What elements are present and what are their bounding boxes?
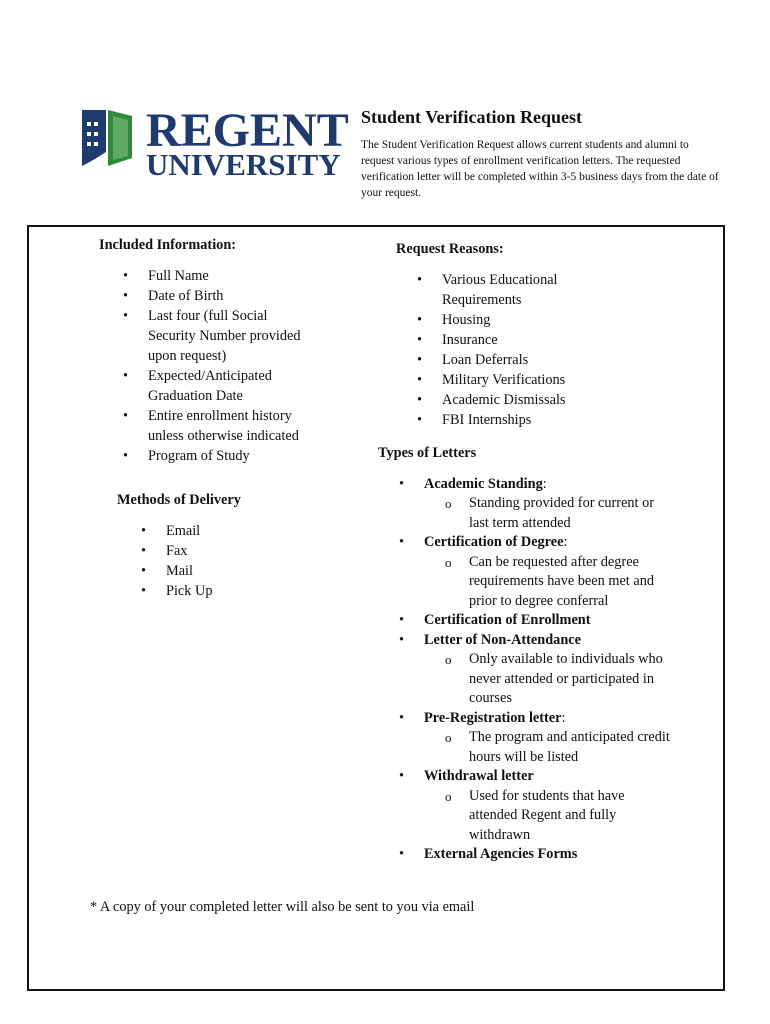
page-title: Student Verification Request bbox=[361, 107, 583, 127]
footnote: * A copy of your completed letter will also be sent to you via email bbox=[90, 899, 475, 915]
list-item: • Entire enrollment history unless otherwise indicated bbox=[121, 406, 311, 446]
regent-university-logo bbox=[80, 104, 349, 184]
letter-detail: o Used for students that have attended Regent and fully withdrawn bbox=[443, 787, 672, 846]
list-item: • Insurance bbox=[415, 330, 605, 350]
letter-item-academic-standing: • Academic Standing: o Standing provided for current or last term attended bbox=[397, 475, 672, 534]
list-item: • Pick Up bbox=[139, 581, 337, 601]
letter-detail: o The program and anticipated credit hours will be listed bbox=[443, 728, 672, 767]
list-item: • Housing bbox=[415, 310, 605, 330]
letter-item-withdrawal bbox=[397, 767, 672, 845]
logo-wordmark-regent: REGENT bbox=[146, 104, 349, 157]
list-item: • Email bbox=[139, 521, 337, 541]
methods-heading: Methods of Delivery bbox=[117, 492, 241, 508]
included-section bbox=[99, 235, 329, 466]
letter-item-pre-registration: • Pre-Registration letter: o The program and anticipated credit hours will be listed bbox=[397, 709, 672, 768]
logo-wordmark-university: UNIVERSITY bbox=[146, 147, 341, 182]
included-heading: Included Information: bbox=[99, 237, 237, 253]
letter-name: Certification of Degree bbox=[424, 534, 564, 550]
list-item: • Various Educational Requirements bbox=[415, 270, 605, 310]
letters-section bbox=[378, 444, 698, 865]
list-item: • Mail bbox=[139, 561, 337, 581]
list-item: • Last four (full Social Security Number provided upon request) bbox=[121, 306, 311, 366]
list-item: • FBI Internships bbox=[415, 410, 605, 430]
letter-item-certification-of-degree: • Certification of Degree: o Can be requested after degree requirements have been met and prior to degree conferral bbox=[397, 533, 672, 611]
list-item: • Academic Dismissals bbox=[415, 390, 605, 410]
letter-name: Pre-Registration letter bbox=[424, 709, 562, 726]
list-item: • Fax bbox=[139, 541, 337, 561]
letter-name: External Agencies Forms bbox=[424, 846, 578, 862]
letter-name: Certification of Enrollment bbox=[424, 612, 591, 628]
letter-detail: o Standing provided for current or last term attended bbox=[443, 494, 672, 533]
list-item: • Loan Deferrals bbox=[415, 350, 605, 370]
reasons-section bbox=[396, 239, 696, 430]
methods-list bbox=[139, 521, 337, 601]
letters-list bbox=[397, 475, 672, 865]
letter-name: Letter of Non-Attendance bbox=[424, 631, 581, 648]
letter-item-non-attendance bbox=[397, 631, 672, 709]
letter-name: Academic Standing bbox=[424, 475, 543, 492]
included-list bbox=[121, 266, 311, 466]
methods-section bbox=[117, 490, 337, 601]
letter-detail: o Can be requested after degree requirements have been met and prior to degree conferral bbox=[443, 553, 672, 612]
reasons-heading: Request Reasons: bbox=[396, 241, 504, 257]
intro-paragraph: The Student Verification Request allows current students and alumni to request various types of enrollment verification letters. The requested verification letter will be completed within 3-5 business days from the date of your request. bbox=[361, 139, 719, 199]
list-item: • Military Verifications bbox=[415, 370, 605, 390]
list-item: • Expected/Anticipated Graduation Date bbox=[121, 366, 311, 406]
letter-item-external-agencies bbox=[397, 845, 672, 865]
reasons-list bbox=[415, 270, 605, 430]
list-item: • Full Name bbox=[121, 266, 311, 286]
shield-book-icon bbox=[80, 108, 142, 168]
list-item: • Date of Birth bbox=[121, 286, 311, 306]
letters-heading: Types of Letters bbox=[378, 445, 477, 461]
letter-detail: o Only available to individuals who never attended or participated in courses bbox=[443, 650, 672, 709]
letter-name: Withdrawal letter bbox=[424, 768, 534, 784]
letter-item-certification-of-enrollment bbox=[397, 611, 672, 631]
list-item: • Program of Study bbox=[121, 446, 311, 466]
